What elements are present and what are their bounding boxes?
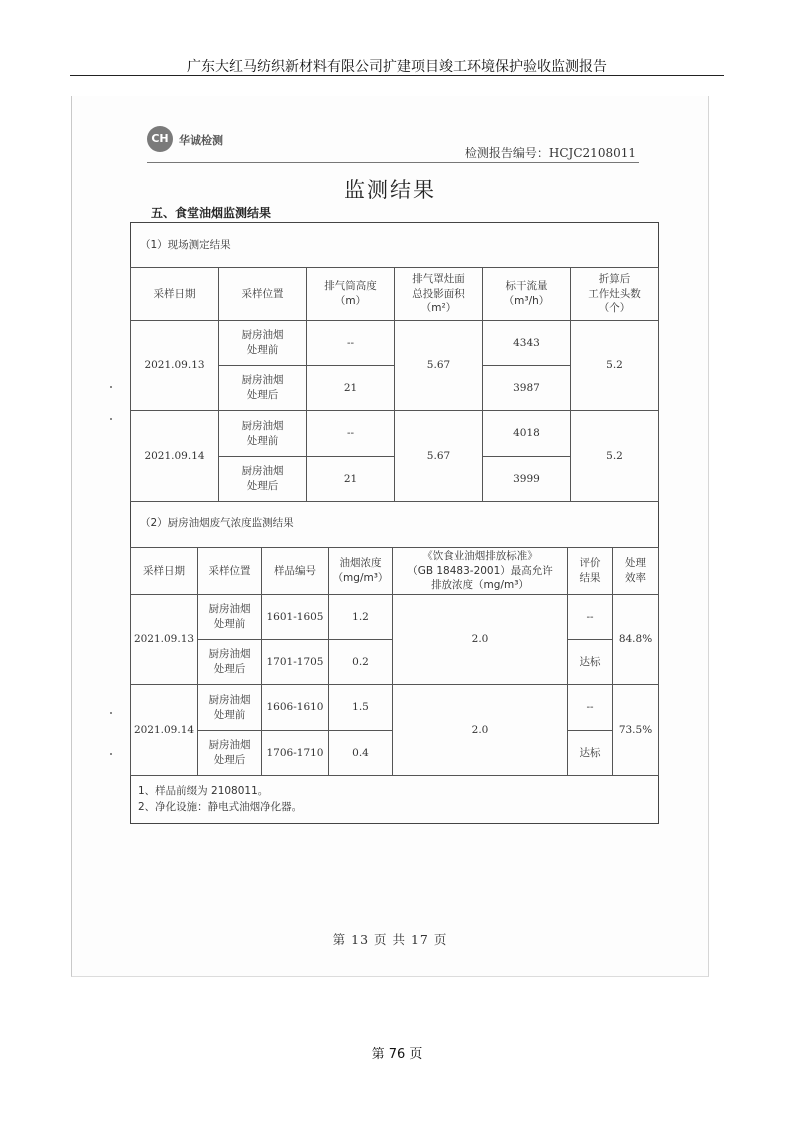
table2-concentration-cell: 1.2 — [329, 595, 393, 640]
table2-sample-cell: 1706-1710 — [262, 731, 329, 776]
table1-flow-cell: 4018 — [483, 411, 571, 457]
table1-header-burners: 折算后 工作灶头数 （个） — [571, 268, 659, 321]
table1-area-cell: 5.67 — [395, 321, 483, 411]
table2-header-row — [131, 548, 659, 595]
table-row — [131, 685, 659, 731]
table2-efficiency-cell: 84.8% — [613, 595, 659, 685]
table1-height-cell: -- — [307, 321, 395, 366]
table2-header-evaluation: 评价 结果 — [568, 548, 613, 595]
table-row — [131, 595, 659, 640]
company-logo — [147, 124, 317, 156]
table1-height-cell: 21 — [307, 457, 395, 502]
table2-sample-cell: 1601-1605 — [262, 595, 329, 640]
table1-flow-cell: 3987 — [483, 366, 571, 411]
table1-location-cell: 厨房油烟 处理前 — [219, 321, 307, 366]
table1-area-cell: 5.67 — [395, 411, 483, 502]
table2-header-efficiency: 处理 效率 — [613, 548, 659, 595]
table2-evaluation-cell: -- — [568, 685, 613, 731]
table1-header-row — [131, 268, 659, 321]
table1-location-cell: 厨房油烟 处理前 — [219, 411, 307, 457]
logo-text: 华诚检测 — [179, 134, 223, 147]
table-row — [131, 411, 659, 457]
table2-evaluation-cell: -- — [568, 595, 613, 640]
table2-sample-cell: 1606-1610 — [262, 685, 329, 731]
table2-date-cell: 2021.09.14 — [131, 685, 198, 776]
table2-header-sample: 样品编号 — [262, 548, 329, 595]
table1-date-cell: 2021.09.14 — [131, 411, 219, 502]
field-measurement-table — [130, 267, 659, 502]
logo-mark-icon: CH — [147, 126, 173, 152]
scan-speck — [110, 386, 112, 388]
table2-header-concentration: 油烟浓度 （mg/m³） — [329, 548, 393, 595]
table2-location-cell: 厨房油烟 处理前 — [198, 595, 262, 640]
table2-sample-cell: 1701-1705 — [262, 640, 329, 685]
table2-evaluation-cell: 达标 — [568, 640, 613, 685]
table1-header-area: 排气罩灶面 总投影面积 （m²） — [395, 268, 483, 321]
table1-header-location: 采样位置 — [219, 268, 307, 321]
table2-location-cell: 厨房油烟 处理后 — [198, 640, 262, 685]
table1-location-cell: 厨房油烟 处理后 — [219, 457, 307, 502]
table2-caption: （2）厨房油烟废气浓度监测结果 — [140, 517, 294, 529]
table2-concentration-cell: 0.2 — [329, 640, 393, 685]
note-item: 1、样品前缀为 2108011。 — [138, 785, 269, 797]
table-notes — [138, 784, 302, 816]
inner-page-number: 第 13 页 共 17 页 — [332, 932, 448, 947]
table1-burners-cell: 5.2 — [571, 411, 659, 502]
table2-concentration-cell: 0.4 — [329, 731, 393, 776]
table1-location-cell: 厨房油烟 处理后 — [219, 366, 307, 411]
table1-date-cell: 2021.09.13 — [131, 321, 219, 411]
table1-flow-cell: 4343 — [483, 321, 571, 366]
table1-caption: （1）现场测定结果 — [140, 239, 231, 251]
table2-location-cell: 厨房油烟 处理前 — [198, 685, 262, 731]
oil-fume-concentration-table — [130, 547, 659, 776]
table-row — [131, 321, 659, 366]
table1-header-height: 排气筒高度 （m） — [307, 268, 395, 321]
table2-location-cell: 厨房油烟 处理后 — [198, 731, 262, 776]
scan-speck — [110, 418, 112, 420]
page-header-title: 广东大红马纺织新材料有限公司扩建项目竣工环境保护验收监测报告 — [187, 59, 607, 75]
table2-efficiency-cell: 73.5% — [613, 685, 659, 776]
table2-header-standard: 《饮食业油烟排放标准》 （GB 18483-2001）最高允许 排放浓度（mg/m³） — [393, 548, 568, 595]
scan-speck — [110, 753, 112, 755]
page-footer-number: 第 76 页 — [371, 1047, 423, 1062]
table1-flow-cell: 3999 — [483, 457, 571, 502]
document-title: 监测结果 — [344, 178, 436, 202]
table2-concentration-cell: 1.5 — [329, 685, 393, 731]
scan-speck — [110, 712, 112, 714]
table1-header-flow: 标干流量 （m³/h） — [483, 268, 571, 321]
report-number: 检测报告编号：HCJC2108011 — [464, 146, 636, 160]
table2-standard-cell: 2.0 — [393, 685, 568, 776]
table2-header-date: 采样日期 — [131, 548, 198, 595]
table1-height-cell: -- — [307, 411, 395, 457]
scanned-report-page — [71, 96, 709, 977]
table1-height-cell: 21 — [307, 366, 395, 411]
section-title: 五、食堂油烟监测结果 — [151, 206, 272, 220]
table1-header-date: 采样日期 — [131, 268, 219, 321]
report-rule — [147, 162, 639, 163]
table1-burners-cell: 5.2 — [571, 321, 659, 411]
header-rule — [70, 75, 724, 76]
table2-standard-cell: 2.0 — [393, 595, 568, 685]
note-item: 2、净化设施：静电式油烟净化器。 — [138, 800, 303, 813]
table2-evaluation-cell: 达标 — [568, 731, 613, 776]
table2-header-location: 采样位置 — [198, 548, 262, 595]
table2-date-cell: 2021.09.13 — [131, 595, 198, 685]
